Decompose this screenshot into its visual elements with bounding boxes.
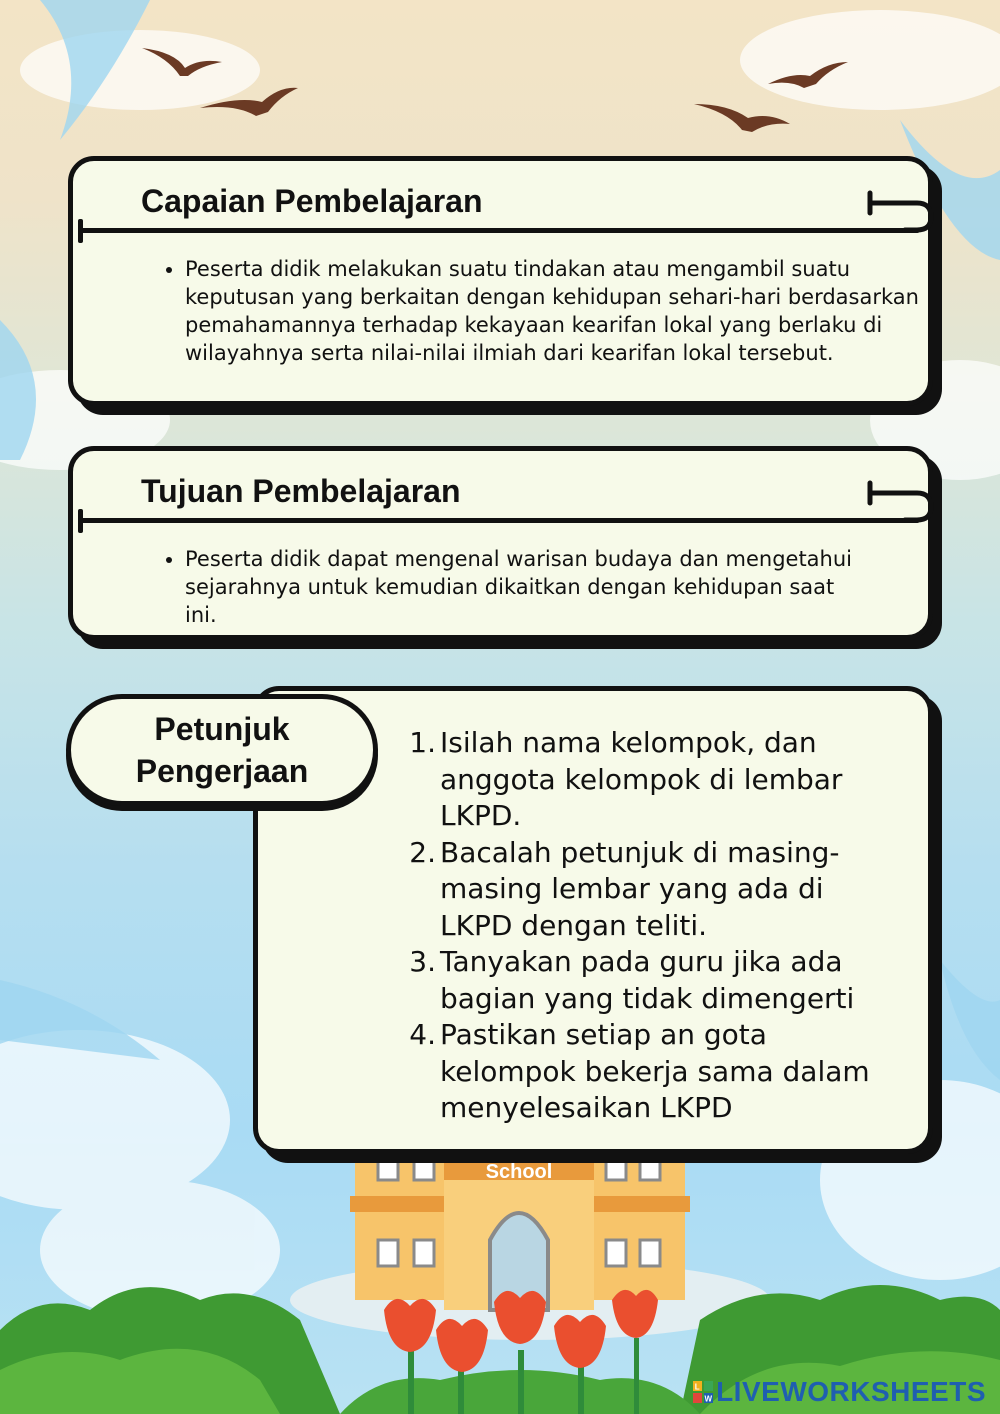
- petunjuk-label-line2: Pengerjaan: [135, 753, 309, 789]
- tujuan-list: [161, 545, 865, 629]
- step-text: Pastikan setiap an gota kelompok bekerja sama dalam menyelesaikan LKPD: [440, 1018, 870, 1124]
- petunjuk-label: [66, 694, 378, 806]
- step-number: 2.: [409, 835, 436, 869]
- step-item: [378, 725, 898, 835]
- step-text: Isilah nama kelompok, dan anggota kelompok di lembar LKPD.: [440, 726, 843, 832]
- capaian-title: Capaian Pembelajaran: [141, 183, 483, 219]
- logo-letter: L: [694, 1382, 701, 1392]
- school-sign: School: [485, 1161, 553, 1183]
- petunjuk-label-line1: Petunjuk: [154, 711, 290, 747]
- petunjuk-steps: [378, 725, 898, 1127]
- step-item: [378, 944, 898, 1017]
- logo-letter: W: [704, 1394, 713, 1404]
- step-number: 1.: [409, 726, 436, 759]
- step-number: 4.: [409, 1018, 436, 1051]
- watermark-text: LIVEWORKSHEETS: [716, 1376, 986, 1407]
- step-text: Bacalah petunjuk di masing-masing lembar yang ada di LKPD dengan teliti.: [440, 835, 840, 942]
- step-number: 3.: [409, 945, 436, 978]
- capaian-list: [161, 255, 955, 367]
- hook-decoration-icon: [865, 189, 935, 239]
- hook-decoration-icon: [865, 479, 935, 529]
- divider-rule: [80, 228, 920, 233]
- liveworksheets-watermark[interactable]: [692, 1376, 986, 1408]
- liveworksheets-logo-icon: [692, 1379, 714, 1405]
- list-item: • Peserta didik dapat mengenal warisan budaya dan mengetahui sejarahnya untuk kemudian dikaitkan dengan kehidupan saat ini.: [185, 545, 865, 629]
- capaian-card: [68, 156, 933, 406]
- list-item: • Peserta didik melakukan suatu tindakan atau mengambil suatu keputusan yang berkaitan dengan kehidupan sehari-hari berdasarkan pemahamannya terhadap kekayaan kearifan lokal yang berlaku di wilayahnya serta nilai-nilai ilmiah dari kearifan lokal tersebut.: [185, 255, 955, 367]
- step-text: Tanyakan pada guru jika ada bagian yang tidak dimengerti: [440, 945, 855, 1015]
- step-item: [378, 1017, 898, 1127]
- tujuan-card: [68, 446, 933, 640]
- tujuan-title: Tujuan Pembelajaran: [141, 473, 461, 509]
- divider-rule: [80, 518, 920, 523]
- step-item: [378, 835, 898, 945]
